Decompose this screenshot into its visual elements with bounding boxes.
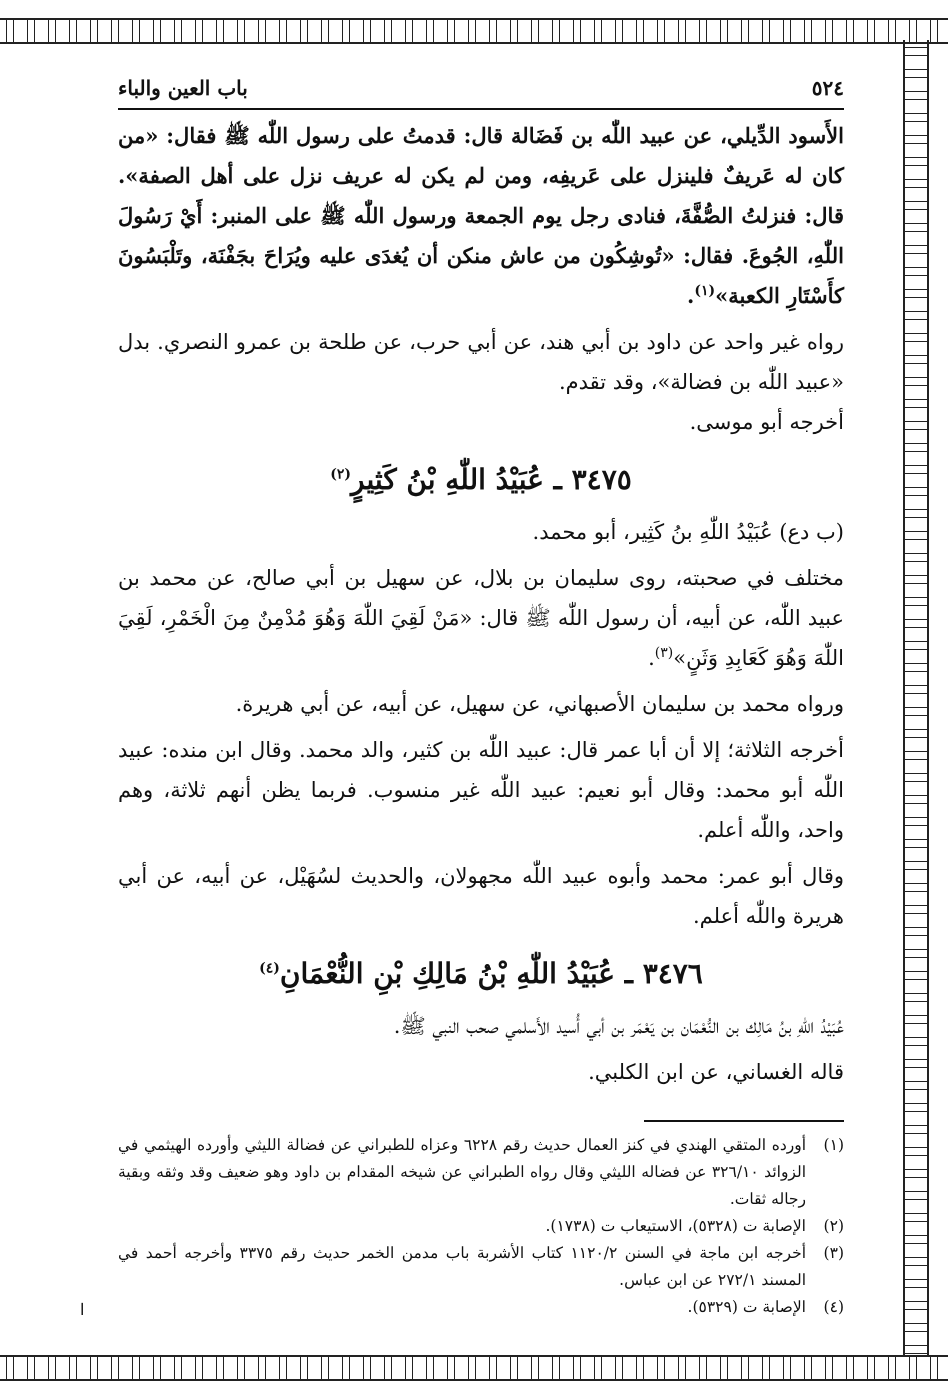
- footnote-ref: (٣): [654, 645, 674, 661]
- entry-title: ٣٤٧٦ ـ عُبَيْدُ اللّٰهِ بْنُ مَالِكِ بْنِ النُّعْمَانِ$^{(٤)}$: [259, 957, 703, 990]
- footnote: (١) أورده المتقي الهندي في كنز العمال حديث رقم ٦٢٢٨ وعزاه للطبراني عن فضالة الليثي وأورده الهيثمي في الزوائد ٣٢٦/١٠ عن فضاله الليثي وقال رواه الطبراني عن شيخه المقدام بن داود وهو ضعيف وقد وثقه وبقية رجاله ثقات.: [118, 1136, 844, 1208]
- paragraph: قاله الغساني، عن ابن الكلبي.: [588, 1060, 844, 1084]
- chapter-title: باب العين والباء: [118, 76, 248, 100]
- entry-title: ٣٤٧٥ ـ عُبَيْدُ اللّٰهِ بْنُ كَثِيرٍ$^{(٢)}$: [330, 463, 632, 496]
- margin-mark: ا: [80, 1300, 85, 1319]
- paragraph: مختلف في صحبته، روى سليمان بن بلال، عن سهيل بن أبي صالح، عن محمد بن عبيد اللّٰه، عن أبيه، أن رسول اللّٰه ﷺ قال: «مَنْ لَقِيَ اللّٰهَ وَهُوَ مُدْمِنٌ مِنَ الْخَمْرِ، لَقِيَ اللّٰهَ وَهُوَ كَعَابِدِ وَثَنٍ»$^{(٣)}$.: [118, 566, 844, 670]
- right-ornament-border: [903, 40, 929, 1355]
- paragraph: أخرجه الثلاثة؛ إلا أن أبا عمر قال: عبيد اللّٰه بن كثير، والد محمد. وقال ابن منده: عبيد اللّٰه أبو محمد: وقال أبو نعيم: عبيد اللّٰه غير منسوب. فربما يظن أنهم ثلاثة، وهم واحد، واللّٰه أعلم.: [118, 738, 844, 842]
- paragraph: الأَسود الدِّيلي، عن عبيد اللّٰه بن فَضَالة قال: قدمتُ على رسول اللّٰه ﷺ فقال: «من كان له عَريفٌ فلينزل على عَريفِه، ومن لم يكن له عريف نزل على أهل الصفة». قال: فنزلتُ الصُّفَّةَ، فنادى رجل يوم الجمعة ورسول اللّٰه ﷺ على المنبر: أَيْ رَسُولَ اللّٰهِ، الجُوعَ. فقال: «تُوشِكُون من عاش منكن أن يُغدَى عليه ويُرَاحَ بجَفْنَة، وتَلْبَسُونَ كأَسْتَارِ الكعبة»$^{(١)}$.: [118, 123, 844, 308]
- footnote: (٤) الإصابة ت (٥٣٢٩). ا: [118, 1294, 844, 1321]
- footnote: (٢) الإصابة ت (٥٣٢٨)، الاستيعاب ت (١٧٣٨).: [545, 1217, 844, 1235]
- bottom-ornament-border: [0, 1355, 948, 1381]
- page-number: ٥٢٤: [811, 76, 844, 100]
- paragraph: رواه غير واحد عن داود بن أبي هند، عن أبي حرب، عن طلحة بن عمرو النصري. بدل «عبيد اللّٰه بن فضالة»، وقد تقدم.: [118, 330, 844, 394]
- paragraph: ورواه محمد بن سليمان الأصبهاني، عن سهيل، عن أبيه، عن أبي هريرة.: [235, 692, 844, 716]
- footnote-ref: (١): [694, 283, 716, 299]
- footnote-ref: (٢): [330, 466, 351, 483]
- paragraph: (ب دع) عُبَيْدُ اللّٰهِ بنُ كَثِير، أبو محمد.: [532, 520, 844, 544]
- footnote-separator: [644, 1120, 844, 1122]
- paragraph: وقال أبو عمر: محمد وأبوه عبيد اللّٰه مجهولان، والحديث لسُهَيْل، عن أبيه، عن أبي هريرة واللّٰه أعلم.: [118, 864, 844, 928]
- page-body: [80, 68, 844, 1319]
- paragraph: أخرجه أبو موسى.: [689, 410, 844, 434]
- paragraph: عُبَيْدُ اللّٰهِ بنُ مَالِك بن النُّعْمَان بن يَعْمَر بن أبي أُسيد الأَسلمي صحب النبي ﷺ.: [393, 1014, 844, 1038]
- top-ornament-border: [0, 18, 948, 44]
- footnote: (٣) أخرجه ابن ماجة في السنن ١١٢٠/٢ كتاب الأشربة باب مدمن الخمر حديث رقم ٣٣٧٥ وأخرجه أحمد في المسند ٢٧٢/١ عن ابن عباس.: [118, 1244, 844, 1289]
- running-header: [118, 68, 844, 110]
- footnote-ref: (٤): [259, 960, 280, 977]
